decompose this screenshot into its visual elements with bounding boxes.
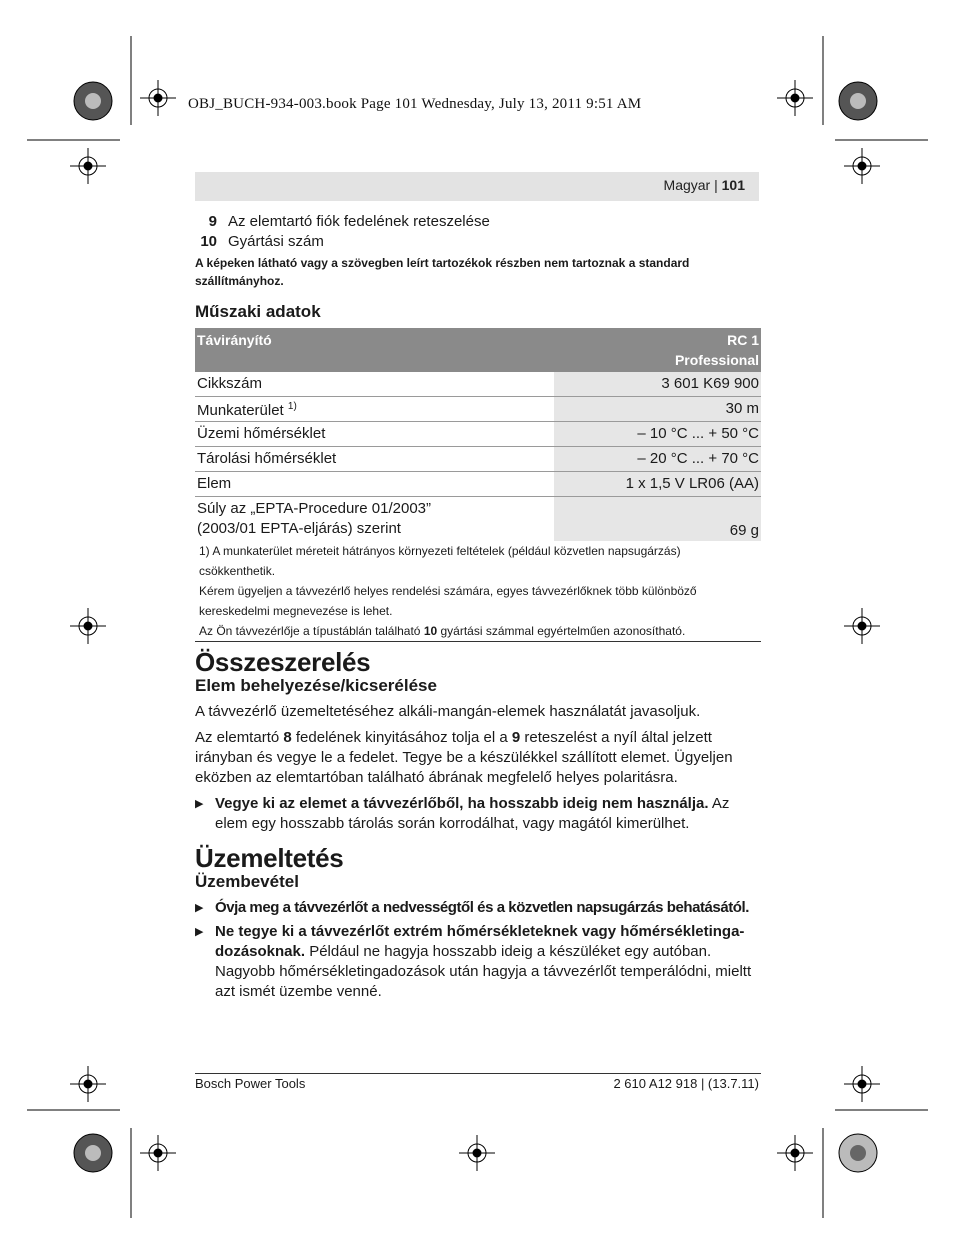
triangle-right-icon: ▶	[195, 798, 204, 810]
page-header-bar	[195, 172, 759, 201]
bullet-rest: Például ne hagyja hosszabb ideig a készüléket egy autóban. Nagyobb hőmérsékletingadozások után hagyja a távvezérlőt temperálódni, mieltt azt ismét üzembe venné.	[215, 943, 752, 1000]
ref-number: 9	[511, 729, 521, 746]
footnote-ref: 1)	[287, 401, 297, 412]
model-name: RC 1	[727, 332, 759, 348]
row-label	[195, 372, 554, 397]
table-row	[195, 372, 761, 397]
bullet-text	[215, 922, 761, 1002]
footnote-bold: 10	[423, 624, 438, 638]
table-row	[195, 422, 761, 447]
row-label	[195, 397, 554, 422]
footnote-text: gyártási számmal egyértelműen azonosítható.	[437, 624, 686, 638]
table-header-row	[195, 328, 761, 372]
row-value: – 10 °C ... + 50 °C	[554, 422, 761, 447]
section-title-operation: Üzemeltetés	[195, 843, 344, 873]
page-number: 101	[721, 177, 745, 193]
subsection-title-battery: Elem behelyezése/kicserélése	[195, 676, 437, 695]
list-item	[195, 232, 761, 252]
bullet-text	[215, 898, 761, 918]
text: reteszelést a nyíl által jelzett irányban és vegye le a fedelet. Tegye be a készülékkel szállított elemet. Ügyeljen eközben az elemtartóban található ábrának megfelelő helyes polaritásra.	[195, 729, 733, 786]
page-header	[664, 177, 745, 193]
table-header-right	[554, 328, 761, 372]
row-value: – 20 °C ... + 70 °C	[554, 447, 761, 472]
text: fedelének kinyitásához tolja el a	[291, 729, 512, 746]
row-label-text: Munkaterület	[197, 402, 284, 419]
bullet-rest: Az elem egy hosszabb tárolás során korrodálhat, vagy magától kimerülhet.	[215, 795, 730, 832]
list-item	[195, 922, 761, 1002]
footnote-text: Az Ön távvezérlője a típustáblán található	[199, 624, 424, 638]
row-label-text: Cikkszám	[197, 375, 263, 392]
row-label	[195, 497, 554, 542]
ref-number: 8	[283, 729, 292, 746]
row-label-text: Súly az „EPTA-Procedure 01/2003”	[197, 500, 432, 517]
table-header-left: Távirányító	[195, 328, 554, 372]
table-row	[195, 397, 761, 422]
part-number: 10	[200, 233, 217, 250]
tech-data-heading: Műszaki adatok	[195, 302, 321, 321]
bullet-bold: Ne tegye ki a távvezérlőt extrém hőmérsékleteknek vagy hőmérsékletinga-dozásoknak.	[215, 923, 745, 960]
triangle-right-icon: ▶	[195, 902, 204, 914]
row-label	[195, 472, 554, 497]
footer-doc-number: 2 610 A12 918 | (13.7.11)	[613, 1076, 759, 1091]
header-separator: |	[714, 177, 718, 193]
part-text: Az elemtartó fiók fedelének reteszelése	[228, 213, 490, 230]
row-label	[195, 422, 554, 447]
spec-table	[195, 328, 761, 541]
part-text: Gyártási szám	[228, 233, 324, 250]
row-value: 69 g	[554, 497, 761, 542]
row-label-text: Tárolási hőmérséklet	[197, 450, 337, 467]
row-value: 3 601 K69 900	[554, 372, 761, 397]
header-language: Magyar	[663, 177, 711, 193]
table-row	[195, 447, 761, 472]
footnote-2: Kérem ügyeljen a távvezérlő helyes rendelési számára, egyes távvezérlőknek több különböző kereskedelmi megnevezése is lehet.	[199, 584, 697, 618]
row-label-text: Elem	[197, 475, 232, 492]
bullet-text	[215, 794, 761, 834]
list-item	[195, 898, 761, 918]
footer-brand: Bosch Power Tools	[195, 1076, 306, 1091]
text: Az elemtartó	[195, 729, 284, 746]
row-label	[195, 447, 554, 472]
paragraph: A távvezérlő üzemeltetéséhez alkáli-mangán-elemek használatát javasoljuk.	[195, 703, 701, 720]
table-row	[195, 497, 761, 542]
row-value: 30 m	[554, 397, 761, 422]
model-line: Professional	[674, 352, 759, 368]
row-label-text: Üzemi hőmérséklet	[197, 425, 326, 442]
book-info-line: OBJ_BUCH-934-003.book Page 101 Wednesday, July 13, 2011 9:51 AM	[188, 96, 642, 112]
footnote-1: 1) A munkaterület méreteit hátrányos környezeti feltételek (például közvetlen napsugárzás) csökkenthetik.	[199, 544, 681, 578]
part-number: 9	[208, 213, 217, 230]
paragraph	[195, 728, 761, 788]
subsection-title-startup: Üzembevétel	[195, 872, 299, 891]
table-row	[195, 472, 761, 497]
table-footnotes	[195, 541, 761, 642]
parts-list	[195, 212, 761, 252]
section-title-assembly: Összeszerelés	[195, 647, 371, 677]
footer-divider	[195, 1073, 761, 1074]
main-content	[195, 212, 761, 1006]
row-label-text: (2003/01 EPTA-eljárás) szerint	[197, 520, 401, 537]
footnote-3	[199, 621, 757, 641]
accessory-note: A képeken látható vagy a szövegben leírt tartozékok részben nem tartoznak a standard szállítmányhoz.	[195, 256, 690, 288]
list-item	[195, 212, 761, 232]
triangle-right-icon: ▶	[195, 926, 204, 938]
list-item	[195, 794, 761, 834]
row-value: 1 x 1,5 V LR06 (AA)	[554, 472, 761, 497]
bullet-bold: Vegye ki az elemet a távvezérlőből, ha hosszabb ideig nem használja.	[215, 795, 709, 812]
bullet-bold: Óvja meg a távvezérlőt a nedvességtől és a közvetlen napsugárzás behatásától.	[215, 899, 749, 916]
